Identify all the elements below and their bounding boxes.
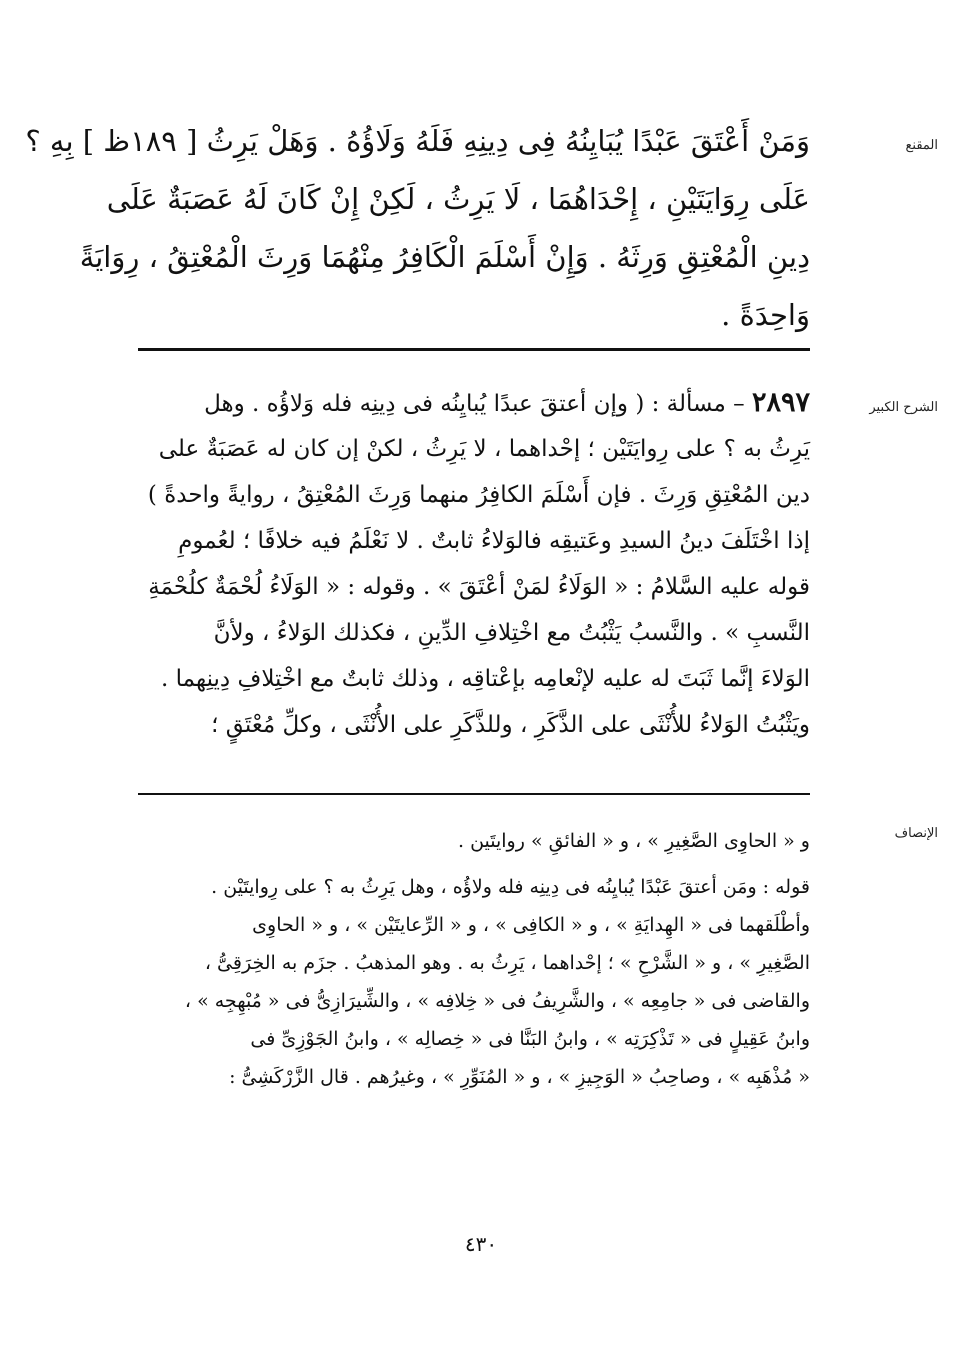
sharh-line: النَّسبِ » . والنَّسبُ يَثْبُتُ مع اخْتِلافِ الدِّينِ ، فكذلك الوَلاءُ ، ولأنَّ bbox=[213, 620, 810, 646]
muqni-line: دِينِ الْمُعْتِقِ وَرِثَهُ . وَإِنْ أَسْلَمَ الْكَافِرُ مِنْهُمَا وَرِثَ الْمُعْتِقُ ، رِوَايَةً bbox=[79, 240, 810, 274]
insaf-text bbox=[130, 868, 810, 1096]
insaf-continuation bbox=[130, 822, 810, 860]
sharh-line: قوله عليه السَّلامُ : « الوَلَاءُ لمَنْ أعْتَقَ » . وقوله : « الوَلَاءُ لُحْمَةٌ كلُحْمَةِ bbox=[148, 574, 810, 600]
sharh-line: الوَلاءَ إنَّما ثَبَتَ له عليه لإنْعامِه بإعْتاقِه ، وذلك ثابتٌ مع اخْتِلافِ دِينِهما . bbox=[161, 666, 810, 692]
insaf-line: وأطْلَقهما فى « الهِدايَةِ » ، و « الكافِى » ، و « الرِّعايتَيْن » ، و « الحاوِى bbox=[252, 914, 810, 936]
section-divider-thin bbox=[138, 793, 810, 795]
insaf-line: قوله : ومَن أعتقَ عَبْدًا يُبايِنُه فى دِينِه فله ولاؤُه ، وهل يَرِثُ به ؟ على رِوايتَيْن . bbox=[211, 876, 810, 898]
muqni-text bbox=[25, 112, 810, 344]
insaf-line: وابنُ عَقِيلٍ فى « تَذْكِرَتِه » ، وابنُ البَنَّا فى « خِصالِه » ، وابنُ الجَوْزِىِّ فى bbox=[250, 1028, 810, 1050]
sharh-first-line bbox=[130, 380, 810, 426]
sharh-first-line-text: – مسألة : ( وإن أعتقَ عبدًا يُبايِنُه فى دِينِه فله وَلاؤُه . وهل bbox=[204, 391, 752, 417]
muqni-line: وَاحِدَةً . bbox=[721, 298, 810, 332]
insaf-line: والقاضى فى « جامِعِه » ، والشَّرِيفُ فى « خِلافِه » ، والشِّيرَازِىُّ فى « مُبْهِجِه » ، bbox=[184, 990, 810, 1012]
muqni-line: عَلَى رِوَايَتَيْنِ ، إِحْدَاهُمَا ، لَا يَرِثُ ، لَكِنْ إِنْ كَانَ لَهُ عَصَبَةٌ عَلَى bbox=[106, 182, 810, 216]
insaf-label: الإنصاف bbox=[894, 826, 938, 841]
sharh-line: يَرِثُ به ؟ على رِوايَتَيْن ؛ إحْداهما ، لا يَرِثُ ، لكنْ إن كان له عَصَبَةٌ على bbox=[158, 436, 810, 462]
sharh-line: ويَثْبُتُ الوَلاءُ للأُنْثَى على الذَّكَرِ ، وللذَّكَرِ على الأُنْثَى ، وكلِّ مُعْتَقٍ ؛ bbox=[211, 712, 810, 738]
insaf-line: الصَّغِيرِ » ، و « الشَّرْحِ » ؛ إحْداهما ، يَرِثُ به . وهو المذهبُ . جزَم به الخِرَقِىُّ ، bbox=[204, 952, 810, 974]
page-number: ٤٣٠ bbox=[464, 1232, 498, 1256]
muqni-line: وَمَنْ أَعْتَقَ عَبْدًا يُبَايِنُهُ فِى دِينِهِ فَلَهُ وَلَاؤُهُ . وَهَلْ يَرِثُ [ ١٨٩ظ ] بِهِ ؟ bbox=[25, 124, 810, 158]
sharh-text bbox=[130, 380, 810, 748]
sharh-line: إذا اخْتَلَفَ دينُ السيدِ وعَتيقِه فالوَلاءُ ثابتٌ . لا نَعْلَمُ فيه خلافًا ؛ لعُمومِ bbox=[178, 528, 810, 554]
sharh-line: دين المُعْتِقِ وَرِثَ . فإن أَسْلَمَ الكافِرُ منهما وَرِثَ المُعْتِقُ ، روايةً واحدةً ) bbox=[147, 482, 810, 508]
issue-number: ٢٨٩٧ bbox=[751, 387, 810, 418]
insaf-line: « مُذْهَبِه » ، وصاحِبُ « الوَجِيزِ » ، و « المُنَوِّرِ » ، وغيرُهم . قال الزَّرْكَشِىُّ : bbox=[229, 1066, 810, 1088]
sharh-label: الشرح الكبير bbox=[869, 400, 938, 415]
section-divider-thick bbox=[138, 348, 810, 351]
muqni-label: المقنع bbox=[905, 138, 938, 153]
insaf-pre-line: و « الحاوِى الصَّغِيرِ » ، و « الفائقِ » روايتَين . bbox=[457, 830, 810, 852]
